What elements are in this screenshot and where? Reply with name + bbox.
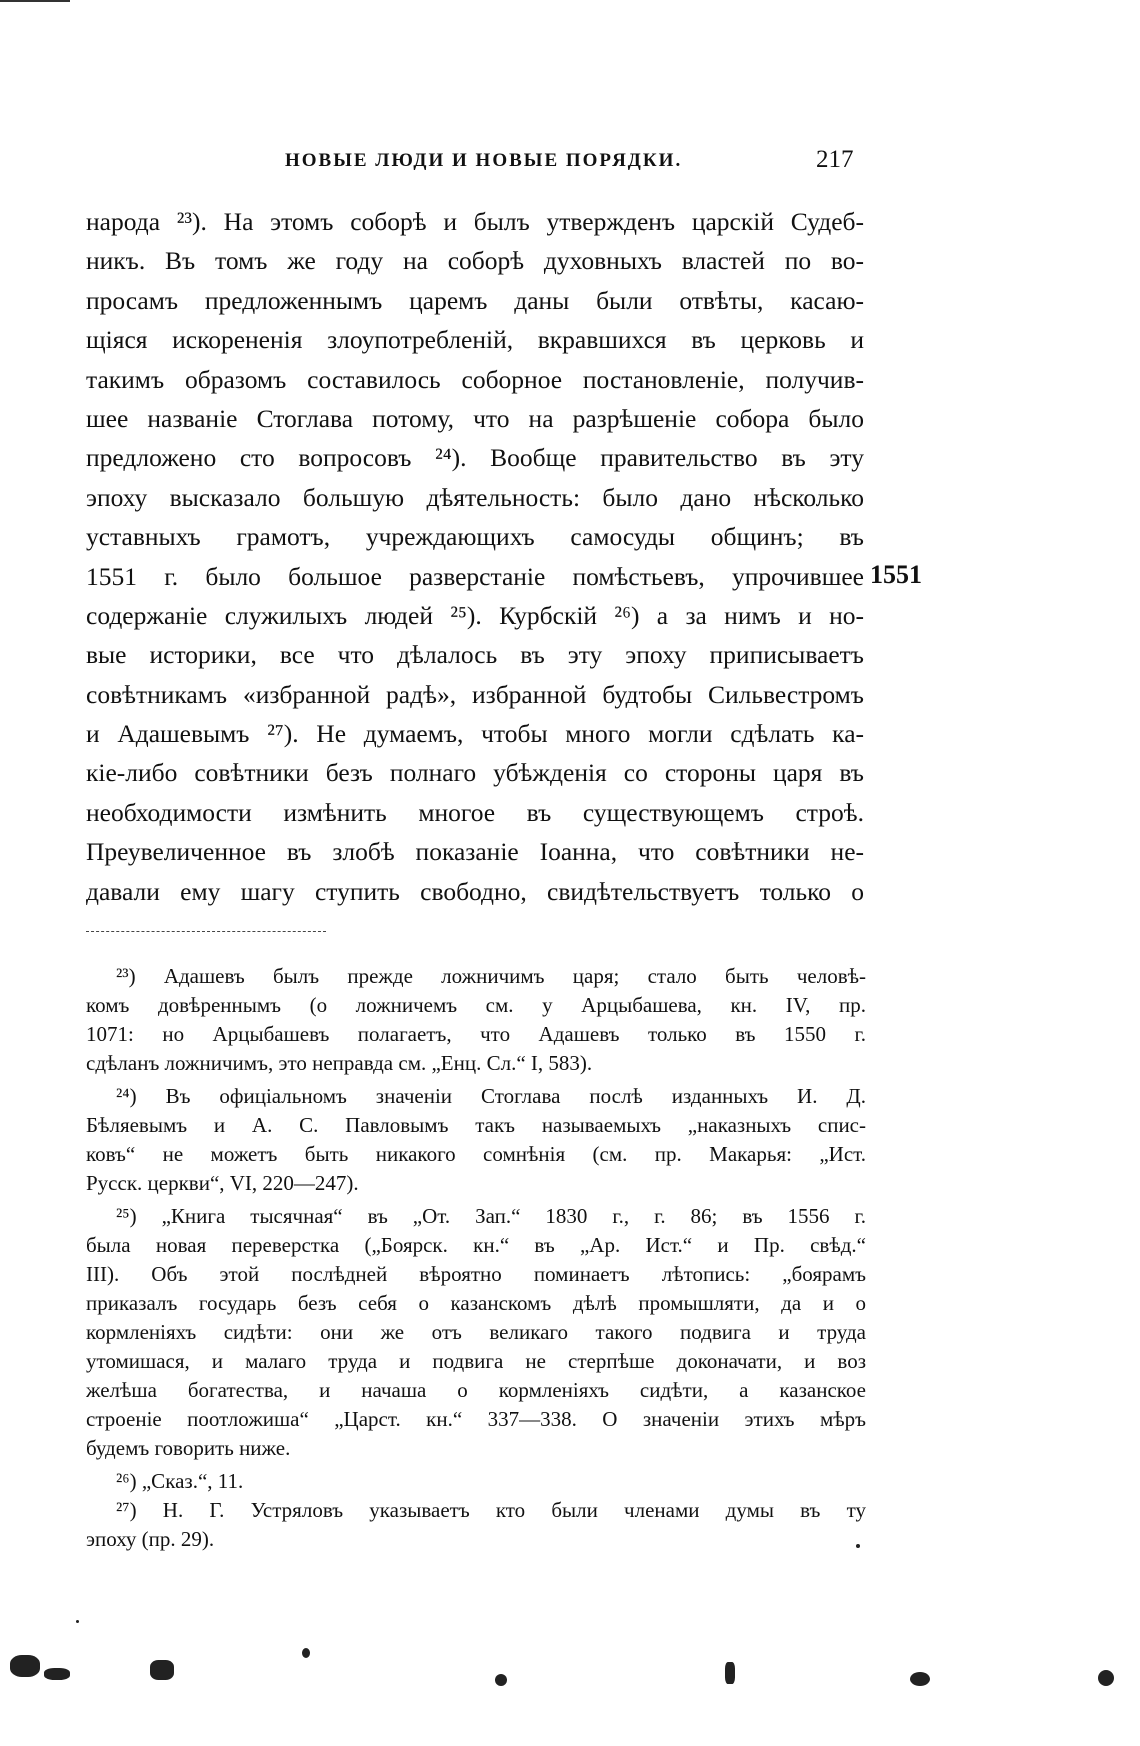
running-title: НОВЫЕ ЛЮДИ И НОВЫЕ ПОРЯДКИ. [285, 150, 683, 171]
footnote-line: III). Объ этой послѣдней вѣроятно поминаетъ лѣтопись: „боярамъ [86, 1262, 866, 1286]
footnote-line: Бѣляевымъ и А. С. Павловымъ такъ называемыхъ „наказныхъ спис- [86, 1113, 866, 1137]
scan-speck [1098, 1670, 1114, 1686]
body-line: 1551 г. было большое разверстаніе помѣстьевъ, упрочившее [86, 561, 864, 591]
footnote-line: будемъ говорить ниже. [86, 1436, 291, 1460]
footnote-24 [86, 1082, 866, 1198]
footnote-line: комъ довѣреннымъ (о ложничемъ см. у Арцыбашева, кн. IV, пр. [86, 993, 866, 1017]
footnote-line: 1071: но Арцыбашевъ полагаетъ, что Адашевъ только въ 1550 г. [86, 1022, 866, 1046]
body-line: предложено сто вопросовъ ²⁴). Вообще правительство въ эту [86, 443, 864, 473]
footnote-line: кормленіяхъ сидѣти: они же отъ великаго такого подвига и труда [86, 1320, 866, 1344]
body-line: вые историки, все что дѣлалось въ эту эпоху приписываетъ [86, 640, 864, 670]
scan-speck [725, 1662, 735, 1684]
footnote-line: ковъ“ не можетъ быть никакого сомнѣнія (см. пр. Макарья: „Ист. [86, 1142, 866, 1166]
body-line: эпоху высказало большую дѣятельность: было дано нѣсколько [86, 482, 864, 512]
scan-speck [495, 1674, 507, 1686]
body-line: щіяся искорененія злоупотребленій, вкравшихся въ церковь и [86, 325, 864, 355]
footnote-line: Русск. церкви“, VI, 220—247). [86, 1171, 359, 1195]
body-line: уставныхъ грамотъ, учреждающихъ самосуды общинъ; въ [86, 522, 864, 552]
scan-edge-mark [0, 0, 70, 2]
footnote-line: ²⁵) „Книга тысячная“ въ „От. Зап.“ 1830 г., г. 86; въ 1556 г. [116, 1204, 866, 1228]
scan-speck [44, 1668, 70, 1680]
scan-speck [910, 1672, 930, 1686]
footnote-line: эпоху (пр. 29). [86, 1527, 215, 1551]
footnote-line: ²⁷) Н. Г. Устряловъ указываетъ кто были членами думы въ ту [116, 1498, 866, 1522]
footnote-line: желѣша богатества, и начаша о кормленіяхъ сидѣти, а казанское [86, 1378, 866, 1402]
body-line: необходимости измѣнить многое въ существующемъ строѣ. [86, 797, 864, 827]
footnote-line: строеніе поотложиша“ „Царст. кн.“ 337—338. О значеніи этихъ мѣръ [86, 1407, 866, 1431]
body-line: давали ему шагу ступить свободно, свидѣтельствуетъ только о [86, 876, 864, 906]
body-line: шее названіе Стоглава потому, что на разрѣшеніе собора было [86, 403, 864, 433]
body-line: народа ²³). На этомъ соборѣ и былъ утвержденъ царскій Судеб- [86, 207, 864, 236]
footnote-25 [86, 1202, 866, 1463]
footnote-27 [86, 1496, 866, 1554]
footnotes [86, 962, 866, 1554]
body-line: кіе-либо совѣтники безъ полнаго убѣжденія со стороны царя въ [86, 758, 864, 788]
body-text [86, 202, 864, 911]
body-line: такимъ образомъ составилось соборное постановленіе, получив- [86, 364, 864, 394]
running-header [0, 146, 1140, 186]
scan-speck [150, 1660, 174, 1680]
scan-speck [76, 1620, 79, 1623]
scan-speck [10, 1655, 40, 1677]
footnote-line: ²⁶) „Сказ.“, 11. [116, 1469, 244, 1493]
footnote-line: ²³) Адашевъ былъ прежде ложничимъ царя; стало быть человѣ- [116, 964, 866, 988]
body-line: просамъ предложеннымъ царемъ даны были отвѣты, касаю- [86, 285, 864, 315]
footnote-line: приказалъ государь безъ себя о казанскомъ дѣлѣ промышляти, да и о [86, 1291, 866, 1315]
footnote-26 [86, 1467, 866, 1496]
body-line: никъ. Въ томъ же году на соборѣ духовныхъ властей по во- [86, 246, 864, 276]
footnote-line: утомишася, и малаго труда и подвига не стерпѣше доконачати, и воз [86, 1349, 866, 1373]
scan-speck [302, 1648, 310, 1658]
body-line: совѣтникамъ «избранной радѣ», избранной будтобы Сильвестромъ [86, 679, 864, 709]
page-number: 217 [816, 146, 854, 173]
body-line: и Адашевымъ ²⁷). Не думаемъ, чтобы много могли сдѣлать ка- [86, 719, 864, 749]
footnote-line: была новая переверстка („Боярск. кн.“ въ „Ар. Ист.“ и Пр. свѣд.“ [86, 1233, 866, 1257]
scan-speck [856, 1544, 860, 1548]
margin-year-note: 1551 [870, 560, 922, 589]
footnote-line: ²⁴) Въ офиціальномъ значеніи Стоглава послѣ изданныхъ И. Д. [116, 1084, 866, 1108]
footnote-separator [86, 931, 326, 932]
body-line: содержаніе служилыхъ людей ²⁵). Курбскій ²⁶) а за нимъ и но- [86, 600, 864, 630]
body-line: Преувеличенное въ злобѣ показаніе Іоанна, что совѣтники не- [86, 837, 864, 867]
footnote-23 [86, 962, 866, 1078]
footnote-line: сдѣланъ ложничимъ, это неправда см. „Енц. Сл.“ I, 583). [86, 1051, 593, 1075]
